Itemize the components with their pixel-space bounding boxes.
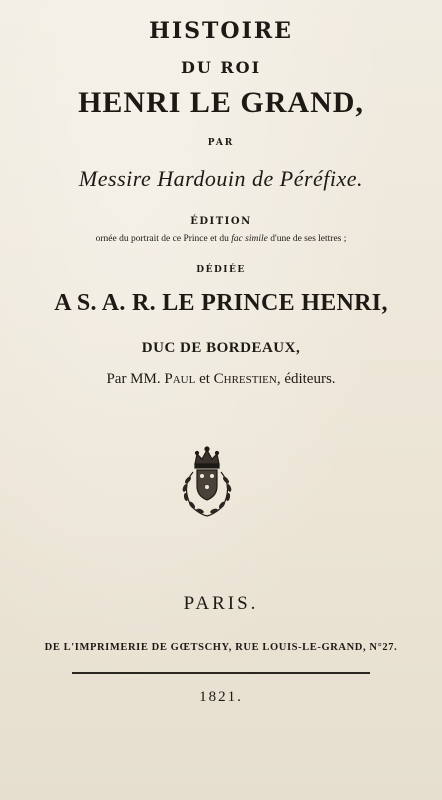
edition-line: ÉDITION (190, 216, 252, 227)
editors-et: et (199, 371, 210, 387)
title-line-histoire: HISTOIRE (149, 18, 293, 44)
editor-chrestien: Chrestien (213, 371, 277, 387)
duc-line: DUC DE BORDEAUX, (141, 340, 301, 356)
author-line: Messire Hardouin de Péréfixe. (78, 166, 364, 191)
title-line-henri-le-grand: HENRI LE GRAND, (78, 86, 364, 119)
dedicatee-line: A S. A. R. LE PRINCE HENRI, (54, 290, 388, 316)
editors-par: Par MM. (106, 371, 161, 387)
ornee-text-a: ornée du portrait de ce Prince et du (95, 234, 229, 244)
city-line: PARIS. (183, 593, 259, 614)
ornee-text-c: d'une de ses lettres ; (270, 234, 347, 244)
royal-crest-icon (171, 442, 243, 520)
editors-suffix: , éditeurs. (276, 371, 336, 387)
editor-paul: Paul (164, 371, 196, 387)
printer-line: DE L'IMPRIMERIE DE GŒTSCHY, RUE LOUIS-LE-GRAND, N°27. (44, 642, 398, 653)
ornee-text-fac-simile: fac simile (231, 234, 268, 244)
divider-rule (72, 672, 370, 674)
title-line-du-roi: DU ROI (180, 58, 262, 77)
ornee-line (0, 234, 442, 244)
year-line: 1821. (199, 689, 243, 705)
title-line-par: PAR (207, 138, 235, 148)
dediee-line: DÉDIÉE (196, 265, 246, 275)
editors-line (0, 371, 442, 388)
